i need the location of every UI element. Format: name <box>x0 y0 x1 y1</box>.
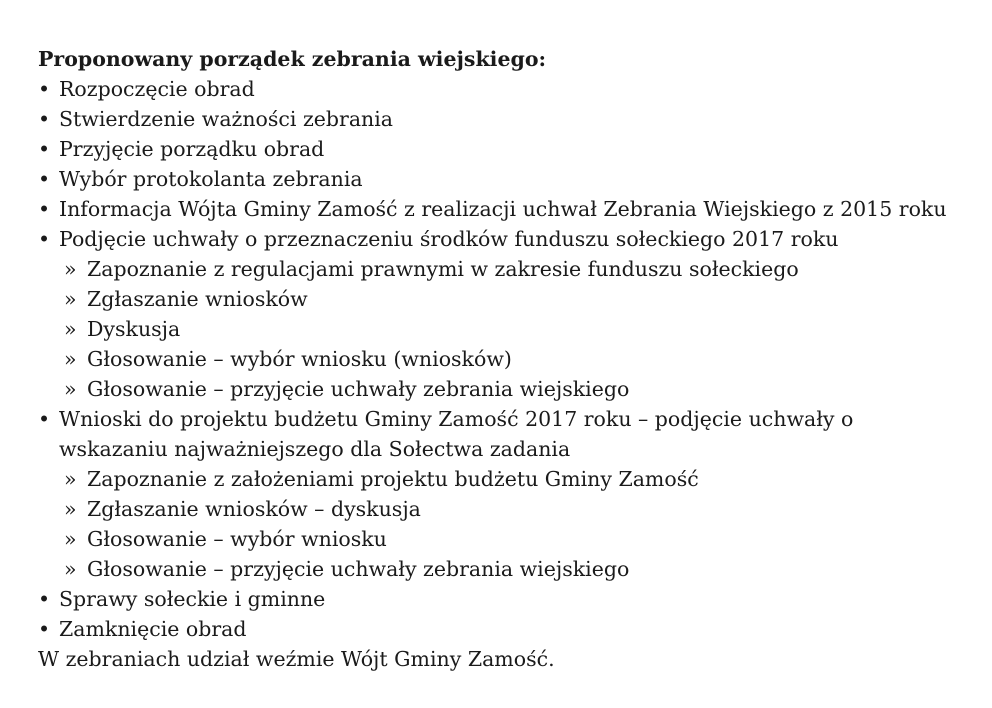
agenda-item <box>38 404 968 584</box>
agenda-subitem <box>38 494 968 524</box>
agenda-item <box>38 614 968 644</box>
agenda-subitem <box>38 374 968 404</box>
bullet-icon: • <box>38 617 51 641</box>
agenda-subitem <box>38 254 968 284</box>
agenda-item-label: Sprawy sołeckie i gminne <box>59 587 326 611</box>
bullet-icon: • <box>38 407 51 431</box>
agenda-subitem-label: Głosowanie – wybór wniosku (wniosków) <box>87 347 512 371</box>
double-chevron-icon: » <box>64 257 77 281</box>
bullet-icon: • <box>38 587 51 611</box>
agenda-subitem-label: Głosowanie – przyjęcie uchwały zebrania wiejskiego <box>87 377 630 401</box>
agenda-subitem <box>38 284 968 314</box>
agenda-subitem <box>38 314 968 344</box>
agenda-item-label: Zamknięcie obrad <box>59 617 247 641</box>
agenda-item-label: Wnioski do projektu budżetu Gminy Zamość 2017 roku – podjęcie uchwały o wskazaniu najważniejszego dla Sołectwa zadania <box>59 407 854 461</box>
agenda-subitem-label: Zgłaszanie wniosków <box>87 287 308 311</box>
agenda-item <box>38 134 968 164</box>
agenda-item <box>38 164 968 194</box>
bullet-icon: • <box>38 107 51 131</box>
agenda-subitem <box>38 344 968 374</box>
agenda-item <box>38 224 968 404</box>
closing-note: W zebraniach udział weźmie Wójt Gminy Zamość. <box>38 647 555 671</box>
double-chevron-icon: » <box>64 317 77 341</box>
agenda-document <box>38 44 968 674</box>
agenda-item-label: Informacja Wójta Gminy Zamość z realizacji uchwał Zebrania Wiejskiego z 2015 roku <box>59 197 947 221</box>
agenda-subitem-label: Zgłaszanie wniosków – dyskusja <box>87 497 421 521</box>
bullet-icon: • <box>38 227 51 251</box>
bullet-icon: • <box>38 77 51 101</box>
bullet-icon: • <box>38 197 51 221</box>
bullet-icon: • <box>38 167 51 191</box>
agenda-subitem-label: Głosowanie – wybór wniosku <box>87 527 387 551</box>
double-chevron-icon: » <box>64 347 77 371</box>
agenda-subitem-label: Zapoznanie z założeniami projektu budżetu Gminy Zamość <box>87 467 699 491</box>
agenda-subitem-label: Dyskusja <box>87 317 181 341</box>
agenda-list <box>38 74 968 644</box>
agenda-item <box>38 74 968 104</box>
bullet-icon: • <box>38 137 51 161</box>
agenda-item <box>38 194 968 224</box>
double-chevron-icon: » <box>64 467 77 491</box>
agenda-subitem <box>38 524 968 554</box>
agenda-item-label: Stwierdzenie ważności zebrania <box>59 107 394 131</box>
agenda-subitem-label: Zapoznanie z regulacjami prawnymi w zakresie funduszu sołeckiego <box>87 257 799 281</box>
agenda-subitem <box>38 554 968 584</box>
agenda-item-label: Podjęcie uchwały o przeznaczeniu środków funduszu sołeckiego 2017 roku <box>59 227 839 251</box>
agenda-sublist <box>59 254 968 404</box>
agenda-item-label: Rozpoczęcie obrad <box>59 77 255 101</box>
agenda-sublist <box>59 464 968 584</box>
agenda-subitem-label: Głosowanie – przyjęcie uchwały zebrania wiejskiego <box>87 557 630 581</box>
agenda-item-label: Wybór protokolanta zebrania <box>59 167 363 191</box>
agenda-item-label: Przyjęcie porządku obrad <box>59 137 325 161</box>
agenda-title: Proponowany porządek zebrania wiejskiego: <box>38 47 547 71</box>
agenda-subitem <box>38 464 968 494</box>
agenda-item <box>38 584 968 614</box>
double-chevron-icon: » <box>64 527 77 551</box>
double-chevron-icon: » <box>64 497 77 521</box>
double-chevron-icon: » <box>64 377 77 401</box>
double-chevron-icon: » <box>64 287 77 311</box>
agenda-item <box>38 104 968 134</box>
double-chevron-icon: » <box>64 557 77 581</box>
